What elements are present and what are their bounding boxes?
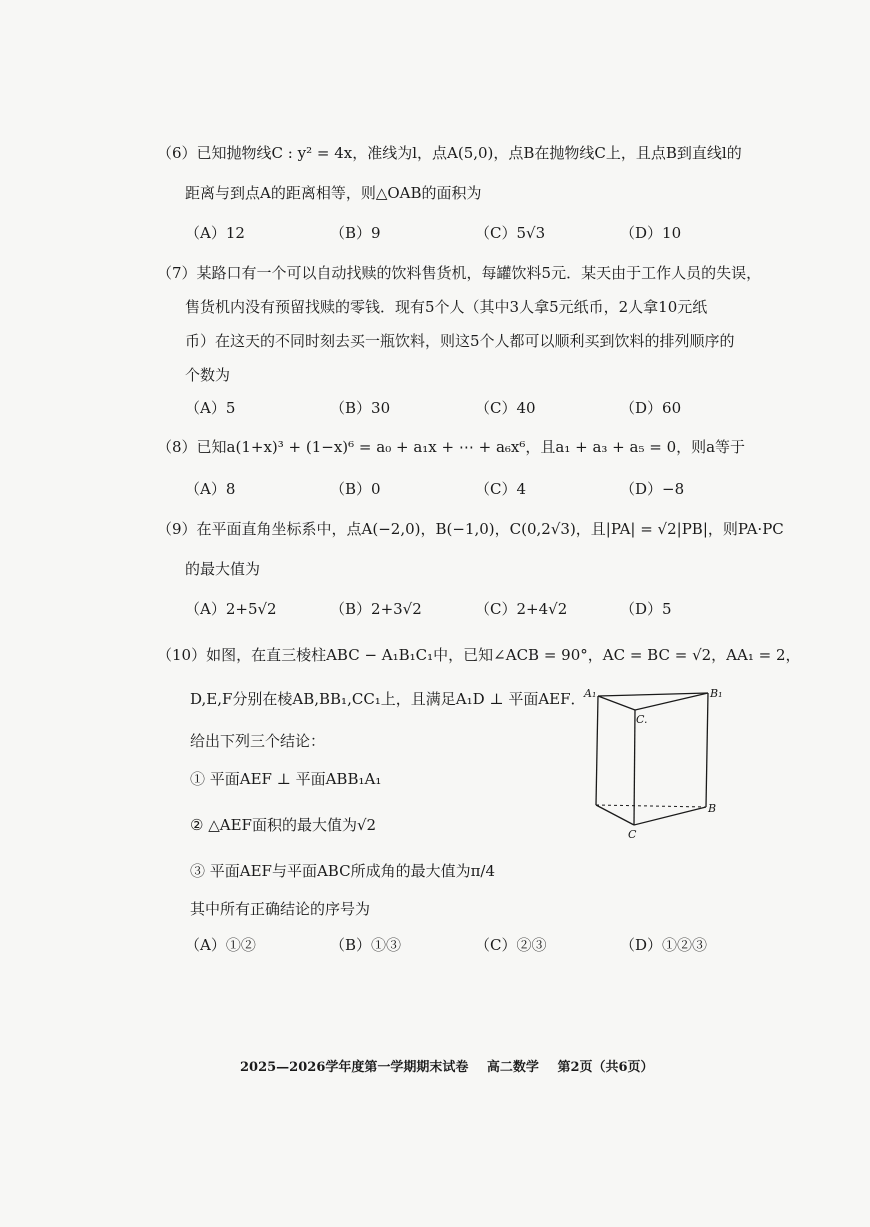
prism-figure <box>580 685 730 845</box>
q7-line2: 售货机内没有预留找赎的零钱．现有5个人（其中3人拿5元纸币，2人拿10元纸 <box>185 298 708 316</box>
q7-line1: （7）某路口有一个可以自动找赎的饮料售货机，每罐饮料5元．某天由于工作人员的失误， <box>157 264 762 282</box>
q7-option-a: （A）5 <box>185 399 236 417</box>
edge-a-b-hidden <box>596 805 706 807</box>
q8-option-d: （D）−8 <box>620 480 685 498</box>
label-a1: A₁ <box>584 687 597 700</box>
q9-option-b: （B）2+3√2 <box>330 600 422 618</box>
q10-option-b: （B）①③ <box>330 936 402 954</box>
q6-line2: 距离与到点A的距离相等，则△OAB的面积为 <box>185 184 482 202</box>
q9-line2: 的最大值为 <box>185 560 261 578</box>
footer-exam-title: 2025—2026学年度第一学期期末试卷 <box>240 1060 469 1075</box>
q8-line1: （8）已知a(1+x)³ + (1−x)⁶ = a₀ + a₁x + ⋯ + a₆x⁶，且a₁ + a₃ + a₅ = 0，则a等于 <box>157 438 746 456</box>
q8-option-c: （C）4 <box>475 480 527 498</box>
footer-subject: 高二数学 <box>486 1060 539 1075</box>
label-c: C <box>628 828 637 841</box>
q10-line2: D,E,F分别在棱AB,BB₁,CC₁上，且满足A₁D ⊥ 平面AEF． <box>190 690 586 708</box>
q6-option-c: （C）5√3 <box>475 224 546 242</box>
edge-a-a1 <box>596 696 598 805</box>
label-b1: B₁ <box>710 687 723 700</box>
q10-option-c: （C）②③ <box>475 936 547 954</box>
q7-line4: 个数为 <box>185 366 231 384</box>
q10-conclusion-1: ① 平面AEF ⊥ 平面ABB₁A₁ <box>190 770 382 788</box>
q6-option-d: （D）10 <box>620 224 682 242</box>
q7-option-d: （D）60 <box>620 399 682 417</box>
q10-line4: 其中所有正确结论的序号为 <box>190 900 371 918</box>
q9-line1: （9）在平面直角坐标系中，点A(−2,0)，B(−1,0)，C(0,2√3)，且|PA| = √2|PB|，则PA·PC <box>157 520 784 538</box>
edge-c1-b1 <box>635 693 708 710</box>
q10-line3: 给出下列三个结论： <box>190 732 326 750</box>
edge-c-c1 <box>634 710 635 825</box>
footer-page-number: 第2页（共6页） <box>557 1060 654 1075</box>
label-c1: C. <box>636 713 648 726</box>
q9-option-d: （D）5 <box>620 600 672 618</box>
edge-a1-b1 <box>598 693 708 696</box>
q9-option-c: （C）2+4√2 <box>475 600 568 618</box>
q6-option-a: （A）12 <box>185 224 245 242</box>
q7-option-b: （B）30 <box>330 399 391 417</box>
edge-c-b <box>634 807 706 825</box>
q8-option-b: （B）0 <box>330 480 381 498</box>
q10-line1: （10）如图，在直三棱柱ABC − A₁B₁C₁中，已知∠ACB = 90°，AC = BC = √2，AA₁ = 2， <box>157 646 801 664</box>
q7-line3: 币）在这天的不同时刻去买一瓶饮料，则这5个人都可以顺利买到饮料的排列顺序的 <box>185 332 735 350</box>
q6-line1: （6）已知抛物线C : y² = 4x，准线为l，点A(5,0)，点B在抛物线C上，且点B到直线l的 <box>157 144 742 162</box>
q10-conclusion-2: ② △AEF面积的最大值为√2 <box>190 816 377 834</box>
q7-option-c: （C）40 <box>475 399 536 417</box>
q8-option-a: （A）8 <box>185 480 236 498</box>
page-footer <box>240 1056 668 1075</box>
label-b: B <box>708 802 717 815</box>
q10-option-a: （A）①② <box>185 936 256 954</box>
edge-b-b1 <box>706 693 708 807</box>
q6-option-b: （B）9 <box>330 224 381 242</box>
q9-option-a: （A）2+5√2 <box>185 600 277 618</box>
edge-a1-c1 <box>598 696 635 710</box>
edge-a-c <box>596 805 634 825</box>
q10-option-d: （D）①②③ <box>620 936 708 954</box>
q10-conclusion-3: ③ 平面AEF与平面ABC所成角的最大值为π/4 <box>190 862 496 880</box>
